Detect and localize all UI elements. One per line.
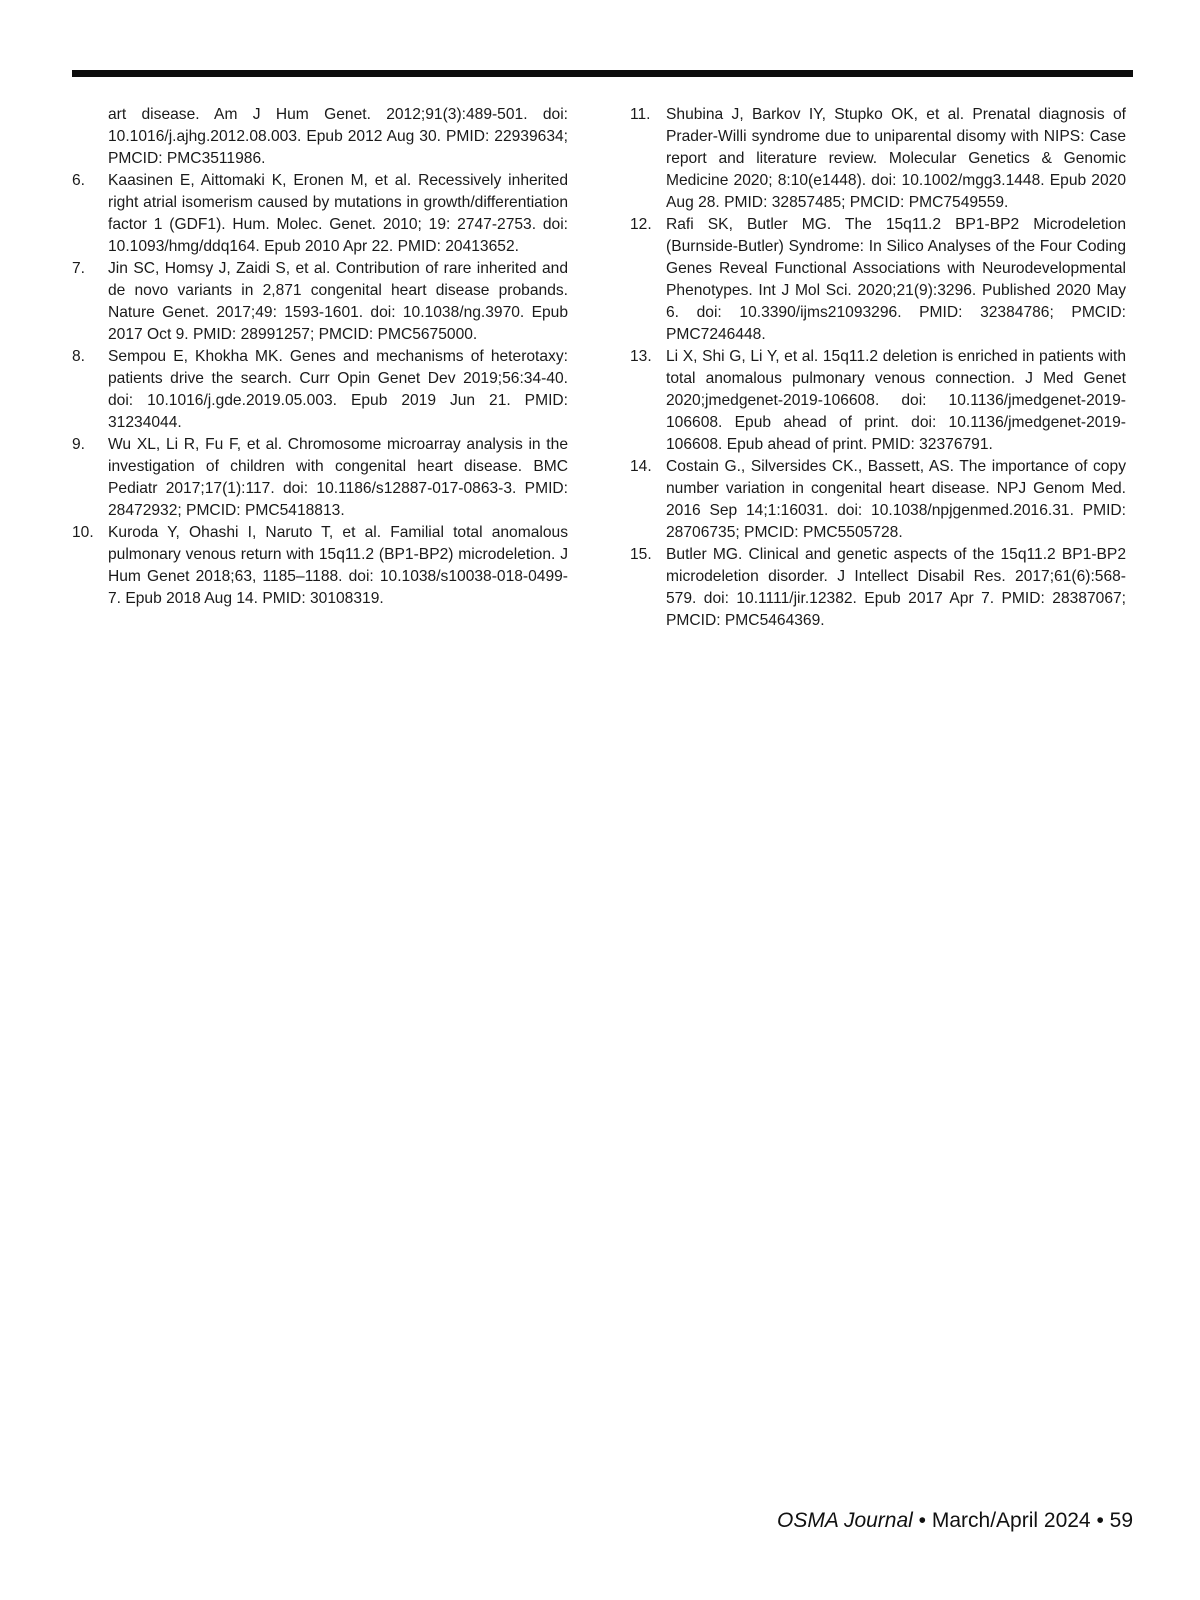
reference-text: Li X, Shi G, Li Y, et al. 15q11.2 deletion is enriched in patients with total anomalous pulmonary venous connection. J Med Genet 2020;jmedgenet-2019-106608. doi: 10.1136/jmedgenet-2019-106608. Epub ahead of print. doi: 10.1136/jmedgenet-2019-106608. Epub ahead of print. PMID: 32376791. xyxy=(666,348,1126,453)
journal-name: OSMA Journal xyxy=(777,1509,913,1532)
reference-number: 7. xyxy=(72,260,86,277)
reference-item xyxy=(72,258,568,346)
reference-item xyxy=(630,346,1126,456)
reference-number: 15. xyxy=(630,546,652,563)
reference-text: Costain G., Silversides CK., Bassett, AS. The importance of copy number variation in congenital heart disease. NPJ Genom Med. 2016 Sep 14;1:16031. doi: 10.1038/npjgenmed.2016.31. PMID: 28706735; PMCID: PMC5505728. xyxy=(666,458,1126,541)
footer-separator: • xyxy=(912,1509,932,1532)
reference-text: Kaasinen E, Aittomaki K, Eronen M, et al. Recessively inherited right atrial isomerism caused by mutations in growth/differentiation factor 1 (GDF1). Hum. Molec. Genet. 2010; 19: 2747-2753. doi: 10.1093/hmg/ddq164. Epub 2010 Apr 22. PMID: 20413652. xyxy=(108,172,568,255)
reference-continuation: art disease. Am J Hum Genet. 2012;91(3):489-501. doi: 10.1016/j.ajhg.2012.08.003. Epub 2012 Aug 30. PMID: 22939634; PMCID: PMC3511986. xyxy=(108,106,568,167)
references-right-column xyxy=(630,104,1126,632)
page-number: 59 xyxy=(1109,1509,1133,1532)
reference-item xyxy=(72,346,568,434)
reference-number: 14. xyxy=(630,458,652,475)
reference-number: 12. xyxy=(630,216,652,233)
reference-number: 10. xyxy=(72,524,94,541)
reference-text: Butler MG. Clinical and genetic aspects of the 15q11.2 BP1-BP2 microdeletion disorder. J Intellect Disabil Res. 2017;61(6):568-579. doi: 10.1111/jir.12382. Epub 2017 Apr 7. PMID: 28387067; PMCID: PMC5464369. xyxy=(666,546,1126,629)
page-footer xyxy=(777,1509,1133,1533)
reference-item xyxy=(630,544,1126,632)
references-left-column xyxy=(72,104,568,610)
reference-number: 9. xyxy=(72,436,86,453)
reference-text: Rafi SK, Butler MG. The 15q11.2 BP1-BP2 Microdeletion (Burnside-Butler) Syndrome: In Silico Analyses of the Four Coding Genes Reveal Functional Associations with Neurodevelopmental Phenotypes. Int J Mol Sci. 2020;21(9):3296. Published 2020 May 6. doi: 10.3390/ijms21093296. PMID: 32384786; PMCID: PMC7246448. xyxy=(666,216,1126,343)
reference-item xyxy=(72,434,568,522)
footer-separator: • xyxy=(1090,1509,1110,1532)
reference-item xyxy=(72,170,568,258)
reference-text: Sempou E, Khokha MK. Genes and mechanisms of heterotaxy: patients drive the search. Curr Opin Genet Dev 2019;56:34-40. doi: 10.1016/j.gde.2019.05.003. Epub 2019 Jun 21. PMID: 31234044. xyxy=(108,348,568,431)
reference-item xyxy=(72,522,568,610)
top-rule xyxy=(72,70,1133,77)
reference-text: Wu XL, Li R, Fu F, et al. Chromosome microarray analysis in the investigation of children with congenital heart disease. BMC Pediatr 2017;17(1):117. doi: 10.1186/s12887-017-0863-3. PMID: 28472932; PMCID: PMC5418813. xyxy=(108,436,568,519)
reference-text: Shubina J, Barkov IY, Stupko OK, et al. Prenatal diagnosis of Prader-Willi syndrome due to uniparental disomy with NIPS: Case report and literature review. Molecular Genetics & Genomic Medicine 2020; 8:10(e1448). doi: 10.1002/mgg3.1448. Epub 2020 Aug 28. PMID: 32857485; PMCID: PMC7549559. xyxy=(666,106,1126,211)
reference-number: 8. xyxy=(72,348,86,365)
reference-text: Jin SC, Homsy J, Zaidi S, et al. Contribution of rare inherited and de novo variants in 2,871 congenital heart disease probands. Nature Genet. 2017;49: 1593-1601. doi: 10.1038/ng.3970. Epub 2017 Oct 9. PMID: 28991257; PMCID: PMC5675000. xyxy=(108,260,568,343)
reference-number: 13. xyxy=(630,348,652,365)
issue-date: March/April 2024 xyxy=(931,1509,1091,1532)
reference-number: 6. xyxy=(72,172,86,189)
reference-item xyxy=(630,456,1126,544)
reference-item xyxy=(630,214,1126,346)
reference-text: Kuroda Y, Ohashi I, Naruto T, et al. Familial total anomalous pulmonary venous return with 15q11.2 (BP1-BP2) microdeletion. J Hum Genet 2018;63, 1185–1188. doi: 10.1038/s10038-018-0499-7. Epub 2018 Aug 14. PMID: 30108319. xyxy=(108,524,568,607)
reference-number: 11. xyxy=(630,106,651,123)
reference-item xyxy=(630,104,1126,214)
